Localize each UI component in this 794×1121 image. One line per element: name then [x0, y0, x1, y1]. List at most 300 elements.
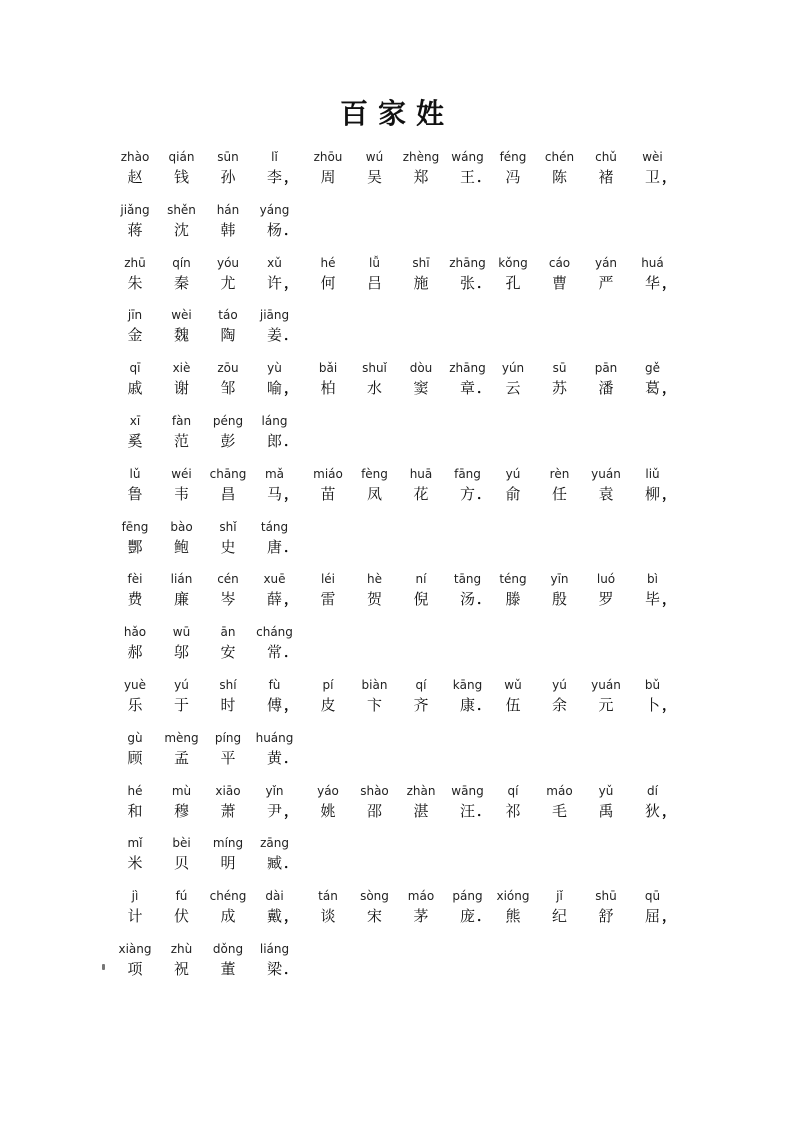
hanzi: 伍 — [505, 696, 521, 714]
surname-cell — [537, 467, 583, 507]
pinyin: wāng — [451, 783, 484, 798]
surname-cell — [205, 625, 251, 665]
surname-cell — [305, 467, 351, 507]
surname-cell — [112, 784, 158, 824]
punctuation: ， — [284, 486, 298, 503]
hanzi: 明 — [220, 854, 236, 873]
surname-cell — [112, 414, 158, 454]
pinyin: pān — [594, 361, 618, 376]
surname-cell — [583, 467, 629, 507]
hanzi: 昌 — [220, 484, 236, 503]
surname-cell — [112, 256, 158, 296]
hanzi: 梁 — [266, 960, 282, 978]
surname-cell — [112, 889, 158, 929]
hanzi: 谈 — [320, 907, 336, 926]
surname-cell — [112, 572, 158, 612]
surname-cell — [159, 150, 205, 190]
pinyin: píng — [214, 730, 242, 745]
pinyin: shǐ — [219, 519, 237, 534]
hanzi: 彭 — [220, 432, 236, 450]
punctuation: ． — [284, 750, 298, 767]
surname-cell — [159, 889, 205, 929]
surname-cell — [112, 678, 158, 718]
pinyin: fēng — [121, 519, 149, 534]
pinyin: bào — [170, 519, 193, 534]
hanzi: 伏 — [173, 907, 189, 926]
pinyin: yǐn — [265, 783, 284, 798]
hanzi: 成 — [220, 907, 236, 926]
surname-cell — [159, 467, 205, 507]
pinyin: shū — [595, 889, 617, 904]
pinyin: yú — [505, 466, 521, 481]
surname-cell — [537, 678, 583, 718]
pinyin: xuē — [263, 572, 286, 587]
surname-cell — [159, 572, 205, 612]
punctuation: ． — [477, 698, 491, 714]
surname-cell — [159, 731, 205, 771]
hanzi: 祝 — [173, 960, 189, 978]
pinyin: wèi — [171, 308, 192, 323]
punctuation: ， — [284, 170, 298, 186]
pinyin: luó — [596, 572, 616, 587]
hanzi: 周 — [320, 168, 336, 186]
punctuation: ． — [477, 486, 491, 503]
pinyin: huā — [409, 466, 433, 481]
hanzi: 韦 — [173, 484, 189, 503]
pinyin: míng — [212, 836, 244, 851]
surname-cell — [159, 942, 205, 982]
hanzi: 陶 — [220, 326, 236, 345]
hanzi: 戚 — [127, 379, 143, 398]
surname-cell — [537, 150, 583, 190]
punctuation: ． — [477, 909, 491, 926]
surname-cell — [159, 414, 205, 454]
hanzi: 顾 — [127, 748, 143, 767]
hanzi: 卜 — [644, 696, 660, 714]
hanzi: 倪 — [413, 590, 429, 609]
hanzi: 沈 — [173, 220, 189, 239]
hanzi: 许 — [266, 273, 282, 292]
pinyin: yuán — [591, 678, 621, 692]
pinyin: tán — [318, 889, 338, 904]
pinyin: zhōu — [313, 150, 343, 164]
surname-cell — [205, 836, 251, 876]
hanzi: 水 — [366, 379, 382, 398]
hanzi: 朱 — [127, 273, 143, 292]
surname-cell — [398, 678, 444, 718]
pinyin: liáng — [259, 942, 290, 956]
hanzi: 柳 — [644, 484, 660, 503]
surname-cell — [352, 150, 398, 190]
hanzi: 米 — [127, 854, 143, 873]
surname-cell — [352, 256, 398, 296]
hanzi: 施 — [413, 273, 429, 292]
verse-line — [0, 572, 794, 612]
hanzi: 项 — [127, 960, 143, 978]
hanzi: 吕 — [366, 273, 382, 292]
hanzi: 尹 — [266, 801, 282, 820]
hanzi: 苗 — [320, 484, 336, 503]
pinyin: wáng — [451, 150, 484, 164]
surname-cell — [398, 256, 444, 296]
punctuation: ， — [284, 698, 298, 714]
pinyin: zhū — [124, 255, 146, 270]
pinyin: dài — [265, 889, 284, 904]
hanzi: 萧 — [220, 801, 236, 820]
punctuation: ． — [477, 381, 491, 398]
pinyin: táng — [260, 519, 289, 534]
hanzi: 纪 — [551, 907, 567, 926]
surname-cell — [398, 572, 444, 612]
pinyin: xǔ — [267, 255, 282, 270]
hanzi: 贝 — [173, 854, 189, 873]
surname-cell — [205, 678, 251, 718]
hanzi: 乐 — [127, 696, 143, 714]
surname-cell — [159, 256, 205, 296]
hanzi: 安 — [220, 643, 236, 662]
hanzi: 鲍 — [173, 537, 189, 556]
hanzi: 汤 — [459, 590, 475, 609]
surname-cell — [112, 731, 158, 771]
hanzi: 潘 — [598, 379, 614, 398]
surname-cell — [305, 256, 351, 296]
surname-cell — [159, 625, 205, 665]
punctuation: ， — [284, 803, 298, 820]
hanzi: 罗 — [598, 590, 614, 609]
pinyin: qián — [168, 150, 195, 164]
punctuation: ． — [477, 275, 491, 292]
surname-cell — [490, 678, 536, 718]
punctuation: ， — [662, 592, 676, 609]
pinyin: lǔ — [129, 466, 141, 481]
punctuation: ， — [662, 909, 676, 926]
pinyin: lǚ — [369, 255, 380, 270]
pinyin: ān — [220, 625, 236, 640]
hanzi: 计 — [127, 907, 143, 926]
surname-cell — [205, 150, 251, 190]
pinyin: liǔ — [645, 466, 660, 481]
pinyin: mǎ — [264, 466, 285, 481]
hanzi: 岑 — [220, 590, 236, 609]
pinyin: zhāng — [449, 255, 486, 270]
pinyin: wéi — [171, 466, 192, 481]
surname-cell — [352, 889, 398, 929]
hanzi: 褚 — [598, 168, 614, 186]
surname-cell — [583, 361, 629, 401]
pinyin: miáo — [313, 466, 343, 481]
pinyin: qí — [507, 783, 519, 798]
surname-cell — [205, 308, 251, 348]
hanzi: 康 — [459, 696, 475, 714]
pinyin: jǐ — [556, 889, 563, 904]
hanzi: 云 — [505, 379, 521, 398]
pinyin: cén — [217, 572, 239, 587]
hanzi: 薛 — [266, 590, 282, 609]
verse-line — [0, 889, 794, 929]
hanzi: 雷 — [320, 590, 336, 609]
pinyin: biàn — [361, 678, 388, 692]
hanzi: 苏 — [551, 379, 567, 398]
surname-cell — [205, 203, 251, 243]
pinyin: kǒng — [498, 255, 528, 270]
pinyin: hé — [320, 255, 336, 270]
punctuation: ， — [662, 486, 676, 503]
punctuation: ． — [477, 170, 491, 186]
hanzi: 姜 — [266, 326, 282, 345]
hanzi: 钱 — [173, 168, 189, 186]
verse-line — [0, 836, 794, 876]
hanzi: 董 — [220, 960, 236, 978]
punctuation: ， — [662, 170, 676, 186]
punctuation: ． — [284, 328, 298, 345]
surname-cell — [112, 467, 158, 507]
surname-cell — [583, 784, 629, 824]
surname-cell — [490, 784, 536, 824]
surname-cell — [112, 203, 158, 243]
hanzi: 范 — [173, 432, 189, 450]
surname-cell — [112, 308, 158, 348]
hanzi: 曹 — [551, 273, 567, 292]
pinyin: yóu — [216, 255, 240, 270]
hanzi: 时 — [220, 696, 236, 714]
hanzi: 舒 — [598, 907, 614, 926]
hanzi: 贺 — [366, 590, 382, 609]
pinyin: chǔ — [595, 150, 617, 164]
pinyin: yǔ — [598, 783, 614, 798]
surname-cell — [112, 625, 158, 665]
hanzi: 和 — [127, 801, 143, 820]
pinyin: bèi — [172, 836, 191, 851]
hanzi: 李 — [266, 168, 282, 186]
hanzi: 奚 — [127, 432, 143, 450]
verse-line — [0, 414, 794, 454]
pinyin: huáng — [255, 730, 294, 745]
pinyin: hǎo — [123, 625, 147, 640]
pinyin: yú — [552, 678, 567, 692]
surname-cell — [205, 256, 251, 296]
pinyin: rèn — [549, 466, 570, 481]
pinyin: hé — [127, 783, 143, 798]
margin-mark — [102, 964, 105, 970]
hanzi: 任 — [551, 484, 567, 503]
verse-line — [0, 625, 794, 665]
hanzi: 金 — [127, 326, 143, 345]
pinyin: jì — [131, 889, 139, 904]
punctuation: ． — [284, 962, 298, 978]
pinyin: yáo — [317, 783, 339, 798]
pinyin: gù — [127, 730, 143, 745]
surname-cell — [305, 572, 351, 612]
surname-cell — [352, 572, 398, 612]
surname-cell — [352, 361, 398, 401]
hanzi: 臧 — [266, 854, 282, 873]
hanzi: 费 — [127, 590, 143, 609]
hanzi: 尤 — [220, 273, 236, 292]
pinyin: pí — [322, 678, 334, 692]
pinyin: shuǐ — [362, 361, 387, 376]
hanzi: 穆 — [173, 801, 189, 820]
hanzi: 马 — [266, 484, 282, 503]
verse-line — [0, 203, 794, 243]
pinyin: wǔ — [504, 678, 522, 692]
surname-cell — [490, 150, 536, 190]
hanzi: 郝 — [127, 643, 143, 662]
pinyin: qū — [644, 889, 661, 904]
hanzi: 常 — [266, 643, 282, 662]
pinyin: zōu — [217, 361, 239, 376]
hanzi: 酆 — [127, 537, 143, 556]
pinyin: wèi — [642, 150, 663, 164]
pinyin: lián — [170, 572, 193, 587]
pinyin: dòu — [409, 361, 433, 376]
hanzi: 孙 — [220, 168, 236, 186]
hanzi: 凤 — [366, 484, 382, 503]
pinyin: zhù — [170, 942, 193, 956]
pinyin: dí — [647, 783, 658, 798]
pinyin: fāng — [454, 466, 481, 481]
hanzi: 张 — [459, 273, 475, 292]
surname-cell — [398, 784, 444, 824]
pinyin: xiàng — [118, 942, 152, 956]
hanzi: 陈 — [551, 168, 567, 186]
pinyin: péng — [212, 414, 244, 428]
surname-cell — [537, 361, 583, 401]
surname-cell — [159, 678, 205, 718]
pinyin: yán — [594, 255, 618, 270]
surname-cell — [305, 784, 351, 824]
punctuation: ． — [284, 645, 298, 662]
surname-cell — [490, 467, 536, 507]
page-title: 百家姓 — [339, 97, 454, 130]
punctuation: ， — [662, 381, 676, 398]
surname-cell — [398, 150, 444, 190]
hanzi: 宋 — [366, 907, 382, 926]
hanzi: 冯 — [505, 168, 521, 186]
pinyin: yù — [267, 361, 282, 376]
hanzi: 元 — [598, 696, 614, 714]
pinyin: cháng — [256, 625, 293, 640]
hanzi: 卞 — [366, 696, 382, 714]
pinyin: lǐ — [271, 150, 278, 164]
hanzi: 孔 — [505, 273, 521, 292]
hanzi: 俞 — [505, 484, 521, 503]
surname-cell — [490, 889, 536, 929]
pinyin: jiǎng — [120, 202, 150, 217]
hanzi: 谢 — [173, 379, 189, 398]
surname-cell — [112, 520, 158, 560]
hanzi: 赵 — [127, 168, 143, 186]
verse-line — [0, 784, 794, 824]
pinyin: qí — [415, 678, 427, 692]
surname-cell — [205, 942, 251, 982]
pinyin: bǔ — [644, 678, 661, 692]
hanzi: 葛 — [644, 379, 660, 398]
pinyin: féng — [499, 150, 527, 164]
verse-line — [0, 678, 794, 718]
pinyin: máo — [546, 783, 573, 798]
punctuation: ． — [477, 803, 491, 820]
hanzi: 祁 — [505, 801, 521, 820]
surname-cell — [583, 678, 629, 718]
pinyin: qī — [129, 361, 141, 376]
hanzi: 袁 — [598, 484, 614, 503]
hanzi: 屈 — [644, 907, 660, 926]
hanzi: 平 — [220, 748, 236, 767]
hanzi: 皮 — [320, 696, 336, 714]
pinyin: mèng — [164, 730, 199, 745]
pinyin: yáng — [259, 202, 290, 217]
hanzi: 熊 — [505, 907, 521, 926]
surname-cell — [112, 942, 158, 982]
hanzi: 湛 — [413, 801, 429, 820]
punctuation: ， — [662, 275, 676, 292]
verse-line — [0, 361, 794, 401]
punctuation: ． — [477, 592, 491, 609]
pinyin: yún — [501, 361, 525, 376]
hanzi: 汪 — [459, 801, 475, 820]
hanzi: 滕 — [505, 590, 521, 609]
pinyin: téng — [499, 572, 527, 587]
pinyin: sòng — [360, 889, 389, 904]
surname-cell — [112, 836, 158, 876]
surname-cell — [305, 678, 351, 718]
verse-line — [0, 150, 794, 190]
hanzi: 郎 — [266, 432, 282, 450]
pinyin: zhāng — [449, 361, 486, 376]
hanzi: 蒋 — [127, 220, 143, 239]
hanzi: 吴 — [366, 168, 382, 186]
surname-cell — [159, 836, 205, 876]
pinyin: zhàn — [406, 783, 436, 798]
pinyin: jiāng — [259, 308, 290, 323]
hanzi: 窦 — [413, 379, 429, 398]
hanzi: 邹 — [220, 379, 236, 398]
pinyin: hán — [216, 202, 240, 217]
hanzi: 郑 — [413, 168, 429, 186]
pinyin: huá — [641, 255, 664, 270]
verse-line — [0, 520, 794, 560]
pinyin: fèng — [361, 466, 388, 481]
surname-cell — [159, 203, 205, 243]
verse-line — [0, 308, 794, 348]
surname-cell — [205, 572, 251, 612]
pinyin: zāng — [260, 836, 289, 851]
surname-cell — [159, 784, 205, 824]
surname-cell — [490, 361, 536, 401]
surname-cell — [537, 256, 583, 296]
pinyin: fàn — [171, 414, 192, 428]
hanzi: 毛 — [551, 801, 567, 820]
pinyin: gě — [645, 361, 660, 376]
pinyin: shī — [412, 255, 430, 270]
pinyin: xī — [129, 414, 141, 428]
surname-cell — [159, 520, 205, 560]
surname-cell — [352, 678, 398, 718]
hanzi: 邬 — [173, 643, 189, 662]
punctuation: ． — [284, 539, 298, 556]
punctuation: ． — [284, 222, 298, 239]
hanzi: 花 — [413, 484, 429, 503]
surname-cell — [205, 784, 251, 824]
surname-cell — [352, 467, 398, 507]
hanzi: 殷 — [551, 590, 567, 609]
pinyin: táo — [218, 308, 238, 323]
hanzi: 余 — [551, 696, 567, 714]
surname-cell — [205, 731, 251, 771]
pinyin: léi — [320, 572, 336, 587]
hanzi: 韩 — [220, 220, 236, 239]
pinyin: mù — [171, 783, 192, 798]
